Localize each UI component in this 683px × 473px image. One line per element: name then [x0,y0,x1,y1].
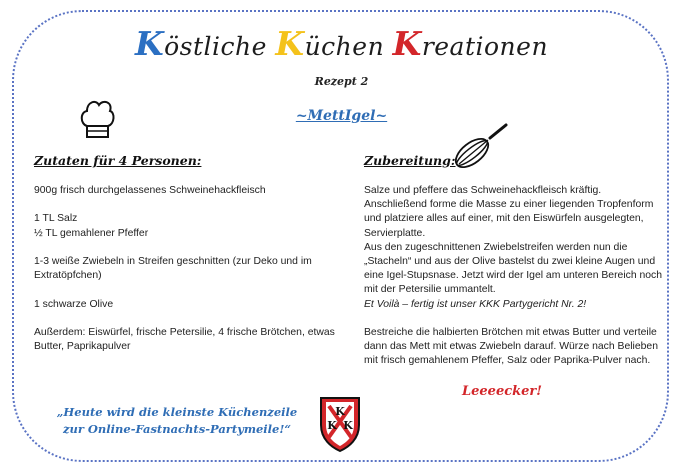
motto-line-1: „Heute wird die kleinste Küchenzeile [56,405,298,419]
chef-hat-icon [79,96,115,142]
title-initial-1: K [134,24,165,63]
ingredient-item: 1 schwarze Olive [34,298,114,310]
logo-letter: K [335,405,345,418]
ingredient-item: Außerdem: Eiswürfel, frische Petersilie, 4 frische Brötchen, etwas Butter, Paprikapulver [34,326,335,353]
ingredient-item: 1 TL Salz [34,213,78,225]
logo-letter: K [343,419,353,432]
ingredient-item: 1-3 weiße Zwiebeln in Streifen geschnitten (zur Deko und im Extratöpfchen) [34,255,312,282]
preparation-heading: Zubereitung: [364,153,456,168]
shield-logo-icon [318,395,362,453]
page-title [0,24,683,63]
title-initial-3: K [392,24,422,63]
preparation-step: Salze und pfeffere das Schweinehackfleisch kräftig. Anschließend forme die Masse zu einer liegenden Tropfenform und platziere alles auf einer, mit den Eiswürfeln ausgelegten, Servierplatte. [364,185,654,239]
ingredient-item: ½ TL gemahlener Pfeffer [34,227,149,239]
closing-exclamation: Leeeecker! [462,384,542,399]
title-initial-2: K [275,24,305,63]
ingredients-heading: Zutaten für 4 Personen: [34,153,202,168]
title-word-2: üchen [304,32,393,61]
title-word-3: reationen [421,32,549,61]
whisk-icon [454,122,510,172]
ingredient-item: 900g frisch durchgelassenes Schweinehackfleisch [34,185,266,196]
preparation-step: Aus den zugeschnittenen Zwiebelstreifen werden nun die „Stacheln“ und aus der Olive bastelst du zwei kleine Augen und eine Igel-Stupsnase. Jetzt wird der Igel am unteren Bereich noch mit der Petersilie ummantelt. [364,241,663,296]
ingredients-list [34,184,339,354]
recipe-number: Rezept 2 [314,75,369,88]
motto-line-2: zur Online-Fastnachts-Partymeile!“ [62,422,292,436]
preparation-step: Bestreiche die halbierten Brötchen mit etwas Butter und verteile dann das Mett mit etwas Zwiebeln darauf. Würze nach Belieben mit frisch gemahlenem Pfeffer, Salz oder Paprika-Pulver nach. [364,327,658,367]
preparation-text [364,184,664,369]
preparation-step: Et Voilà – fertig ist unser KKK Partygericht Nr. 2! [364,298,587,310]
dish-name: ~MettIgel~ [295,108,388,124]
title-word-1: östliche [164,32,276,61]
logo-letter: K [327,419,337,432]
motto-quote [42,404,312,438]
